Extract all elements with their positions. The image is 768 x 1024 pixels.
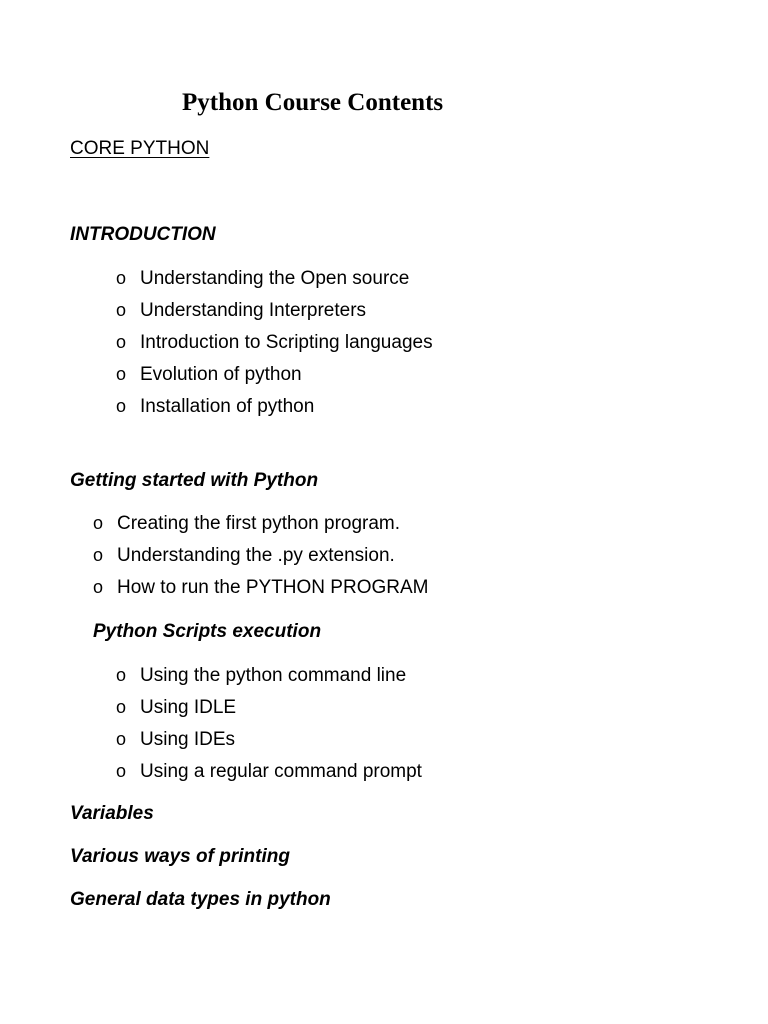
list-item [116,759,422,784]
list-item-label: Understanding the Open source [140,268,410,289]
list-item-label: Introduction to Scripting languages [140,332,433,353]
list-item [93,511,400,536]
heading-scripts-execution: Python Scripts execution [93,621,322,642]
list-item [93,575,428,600]
bullet-icon: o [116,396,127,416]
list-item [116,362,302,387]
bullet-icon: o [116,665,127,685]
list-item-label: Evolution of python [140,364,302,385]
heading-general-data-types: General data types in python [70,889,331,910]
document-title: Python Course Contents [182,89,444,116]
list-item-label: Using the python command line [140,665,407,686]
heading-introduction: INTRODUCTION [70,224,216,245]
list-item-label: Understanding the .py extension. [117,545,395,566]
bullet-icon: o [116,729,127,749]
list-item-label: Installation of python [140,396,315,417]
bullet-icon: o [93,577,104,597]
list-item-label: Using IDLE [140,697,237,718]
bullet-icon: o [116,364,127,384]
heading-variables: Variables [70,803,154,824]
list-item [116,394,314,419]
bullet-icon: o [116,332,127,352]
list-item [116,266,409,291]
list-item-label: Using a regular command prompt [140,761,422,782]
bullet-icon: o [116,761,127,781]
list-item [116,298,366,323]
list-item [116,727,235,752]
bullet-icon: o [93,545,104,565]
bullet-icon: o [116,268,127,288]
heading-various-ways-of-printing: Various ways of printing [70,846,290,867]
list-item-label: How to run the PYTHON PROGRAM [117,577,429,598]
section-title-core-python: CORE PYTHON [70,138,210,159]
list-item [116,695,236,720]
list-item-label: Creating the first python program. [117,513,401,534]
bullet-icon: o [116,300,127,320]
bullet-icon: o [93,513,104,533]
list-item-label: Using IDEs [140,729,236,750]
list-item-label: Understanding Interpreters [140,300,367,321]
heading-getting-started: Getting started with Python [70,470,319,491]
bullet-icon: o [116,697,127,717]
list-item [116,330,433,355]
list-item [116,663,406,688]
list-item [93,543,395,568]
